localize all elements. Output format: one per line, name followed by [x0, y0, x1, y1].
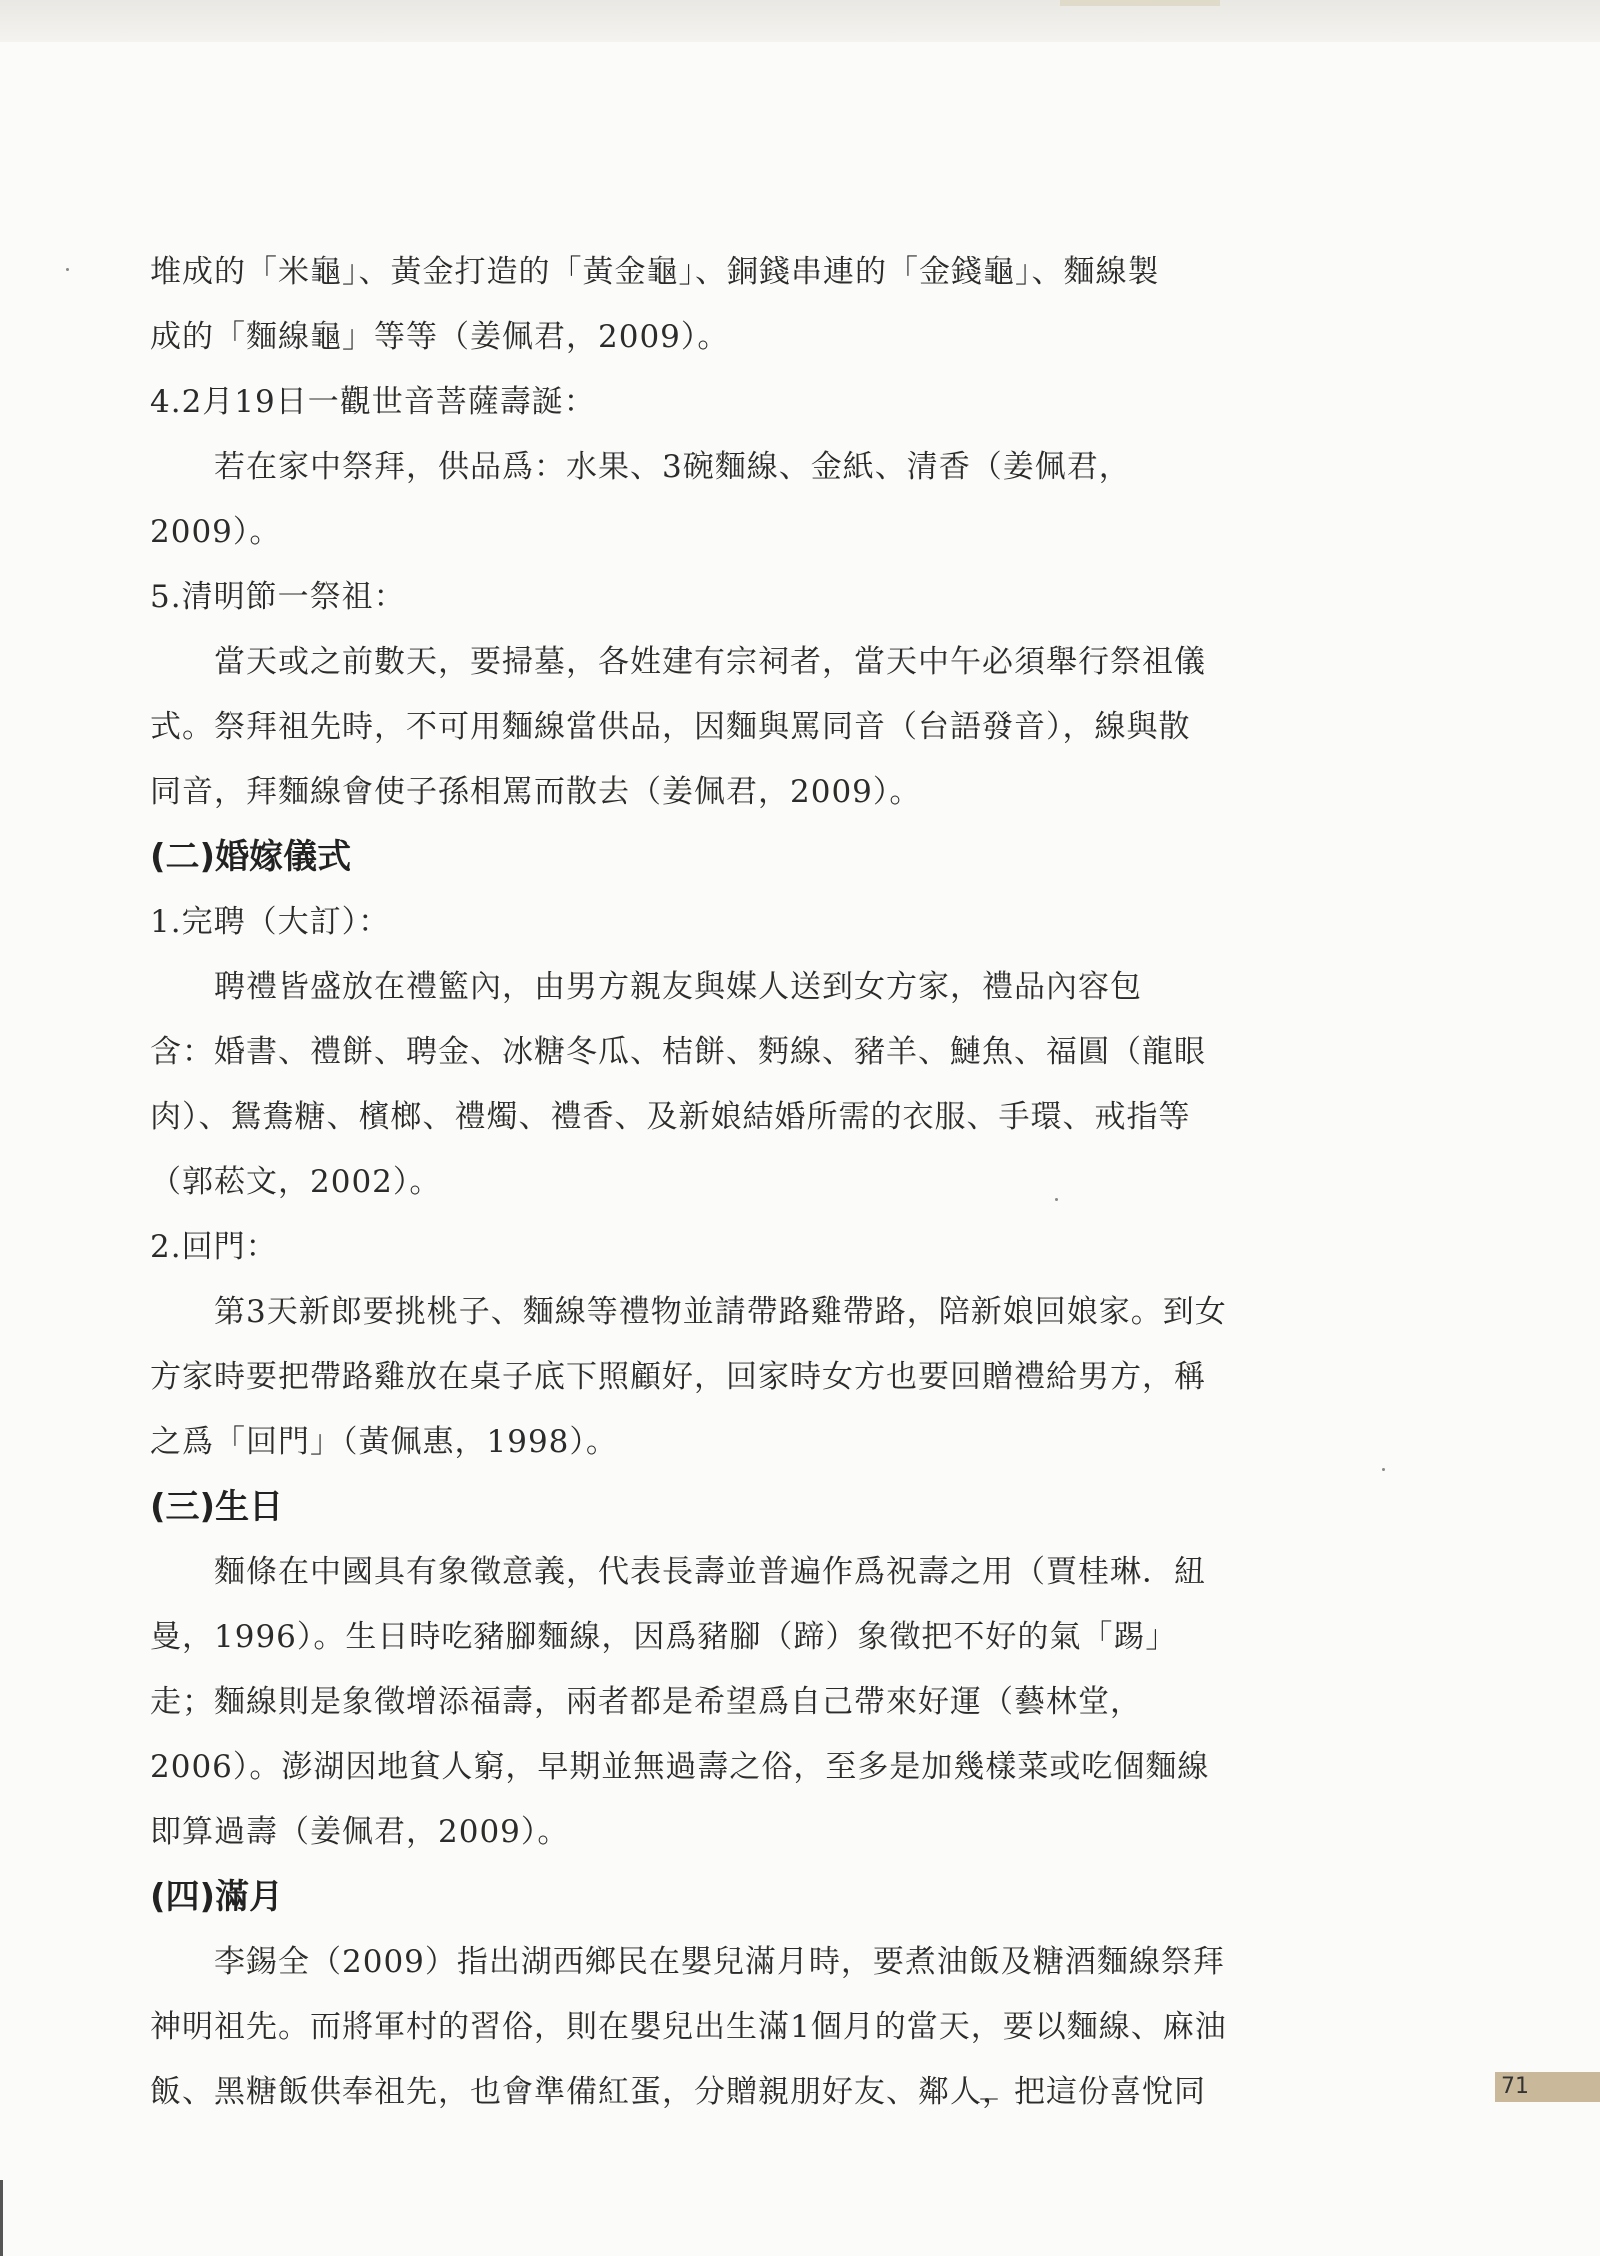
paragraph-line: 成的「麵線龜」等等（姜佩君，2009）。 [150, 319, 730, 355]
paragraph-line: 李錫全（2009）指出湖西鄉民在嬰兒滿月時，要煮油飯及糖酒麵線祭拜 [214, 1944, 1225, 1980]
paragraph-line: 1.完聘（大訂）： [150, 904, 391, 940]
scan-top-mark [1060, 0, 1220, 6]
paragraph-line: 2006）。澎湖因地貧人窮，早期並無過壽之俗，至多是加幾樣菜或吃個麵線 [150, 1749, 1210, 1785]
paragraph-line: 肉）、鴛鴦糖、檳榔、禮燭、禮香、及新娘結婚所需的衣服、手環、戒指等 [150, 1099, 1191, 1135]
paragraph-line: （郭菘文，2002）。 [150, 1164, 442, 1200]
paragraph-line: 若在家中祭拜，供品爲：水果、3碗麵線、金紙、清香（姜佩君， [214, 449, 1131, 485]
paragraph-line: 2009）。 [150, 514, 282, 550]
paragraph-line: 5.清明節一祭祖： [150, 579, 406, 615]
scan-speck [1382, 1468, 1385, 1471]
page-number: 71 [1495, 2072, 1600, 2102]
paragraph-line: 2.回門： [150, 1229, 278, 1265]
paragraph-line: 堆成的「米龜」、黃金打造的「黃金龜」、銅錢串連的「金錢龜」、麵線製 [150, 254, 1160, 290]
paragraph-line: 曼，1996）。生日時吃豬腳麵線，因爲豬腳（蹄）象徵把不好的氣「踢」 [150, 1619, 1178, 1655]
paragraph-line: 第3天新郎要挑桃子、麵線等禮物並請帶路雞帶路，陪新娘回娘家。到女 [214, 1294, 1227, 1330]
section-heading: (四)滿月 [150, 1877, 284, 1917]
section-heading: (二)婚嫁儀式 [150, 837, 352, 877]
paragraph-line: 之爲「回門」（黃佩惠，1998）。 [150, 1424, 618, 1460]
paragraph-line: 同音，拜麵線會使子孫相罵而散去（姜佩君，2009）。 [150, 774, 922, 810]
paragraph-line: 當天或之前數天，要掃墓，各姓建有宗祠者，當天中午必須舉行祭祖儀 [214, 644, 1206, 680]
section-heading: (三)生日 [150, 1487, 284, 1527]
paragraph-line: 聘禮皆盛放在禮籃內，由男方親友與媒人送到女方家，禮品內容包 [214, 969, 1142, 1005]
paragraph-line: 神明祖先。而將軍村的習俗，則在嬰兒出生滿1個月的當天，要以麵線、麻油 [150, 2009, 1227, 2045]
paragraph-line: 即算過壽（姜佩君，2009）。 [150, 1814, 570, 1850]
scan-left-edge [0, 2180, 3, 2256]
paragraph-line: 含：婚書、禮餅、聘金、冰糖冬瓜、桔餅、麪線、豬羊、鰱魚、福圓（龍眼 [150, 1034, 1206, 1070]
paragraph-line: 式。祭拜祖先時，不可用麵線當供品，因麵與罵同音（台語發音），線與散 [150, 709, 1191, 745]
paragraph-line: 飯、黑糖飯供奉祖先，也會準備紅蛋，分贈親朋好友、鄰人，把這份喜悅同 [150, 2074, 1206, 2110]
paragraph-line: 方家時要把帶路雞放在桌子底下照顧好，回家時女方也要回贈禮給男方，稱 [150, 1359, 1206, 1395]
paragraph-line: 走；麵線則是象徵增添福壽，兩者都是希望爲自己帶來好運（藝林堂， [150, 1684, 1142, 1720]
page-body [150, 250, 1340, 2135]
paragraph-line: 麵條在中國具有象徵意義，代表長壽並普遍作爲祝壽之用（賈桂琳．紐 [214, 1554, 1206, 1590]
scan-speck [66, 268, 69, 271]
scan-top-margin [0, 0, 1600, 42]
paragraph-line: 4.2月19日一觀世音菩薩壽誕： [150, 384, 596, 420]
